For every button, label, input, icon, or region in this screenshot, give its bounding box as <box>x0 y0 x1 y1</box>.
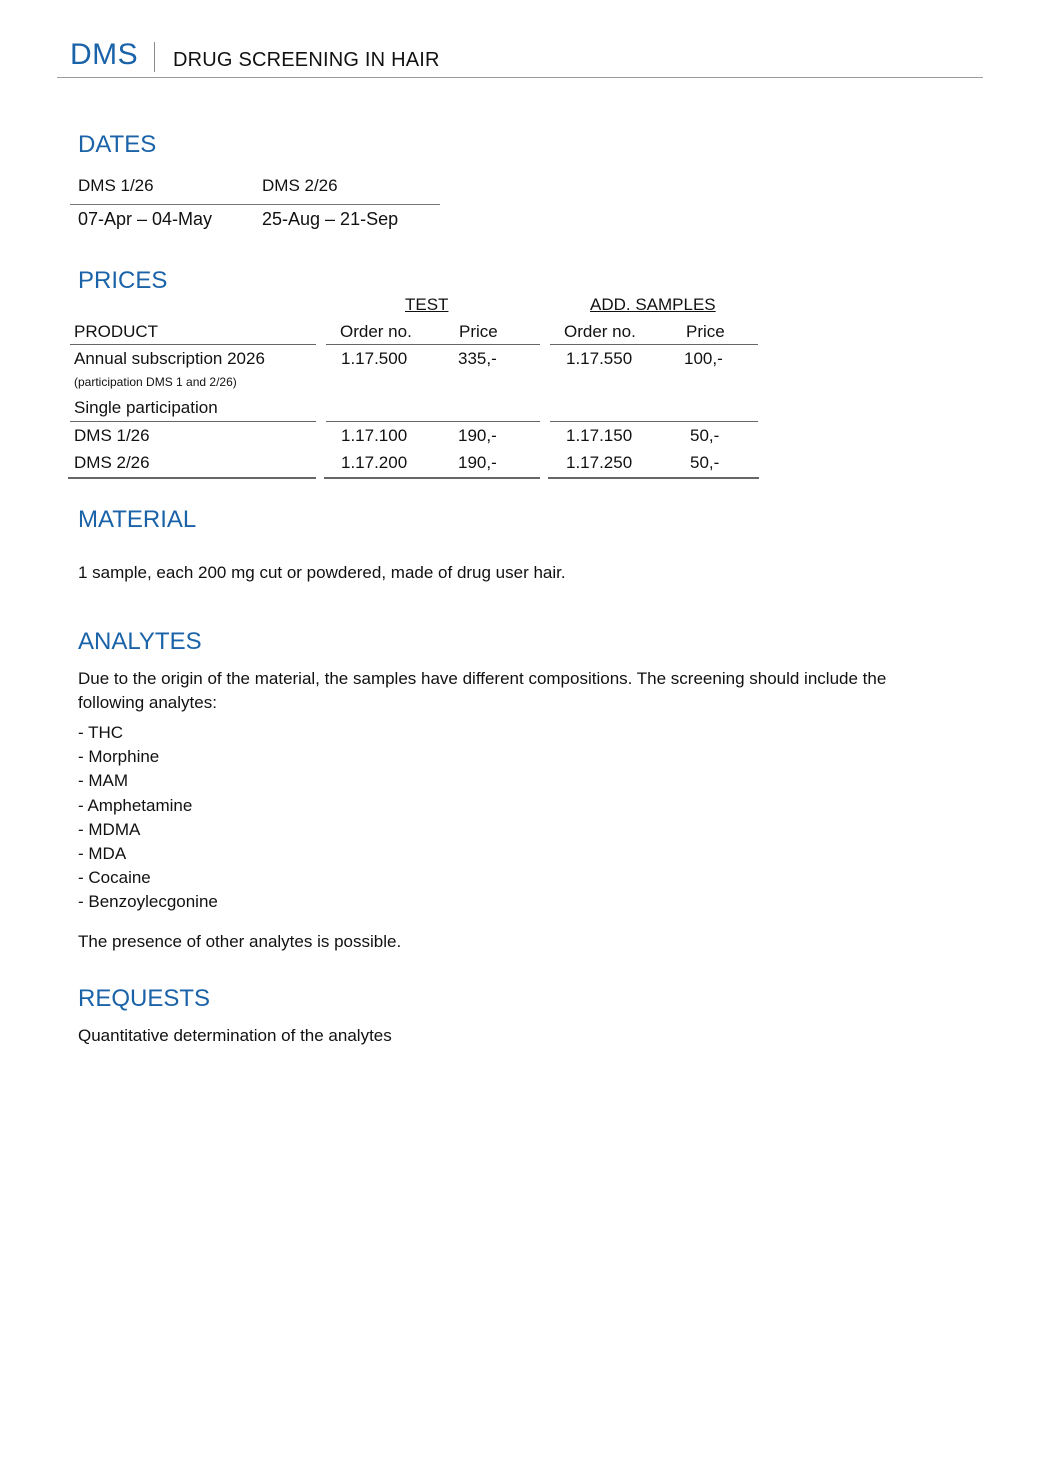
material-heading: MATERIAL <box>78 506 197 533</box>
price-row-dms2-product: DMS 2/26 <box>74 453 150 472</box>
dates-heading: DATES <box>78 131 157 158</box>
price-row-dms2-add-price: 50,- <box>690 453 720 472</box>
prices-mid-rule-add <box>550 421 758 422</box>
price-row-annual-add-order: 1.17.550 <box>566 349 633 368</box>
price-row-dms1-product: DMS 1/26 <box>74 426 150 445</box>
list-item: - MDMA <box>78 819 141 839</box>
page-subtitle: DRUG SCREENING IN HAIR <box>173 49 440 71</box>
prices-header-rule-test <box>326 344 540 345</box>
analytes-intro-line-1: Due to the origin of the material, the samples have different compositions. The screening should include the <box>78 669 887 688</box>
price-row-annual-test-order: 1.17.500 <box>341 349 408 368</box>
prices-col-add-order: Order no. <box>564 322 636 341</box>
prices-bottom-rule-product <box>68 477 316 479</box>
dates-column-2: DMS 2/26 <box>262 176 338 195</box>
list-item: - Cocaine <box>78 868 151 888</box>
prices-group-test: TEST <box>405 295 449 314</box>
requests-heading: REQUESTS <box>78 985 211 1012</box>
prices-col-add-price: Price <box>686 322 725 341</box>
header-divider <box>57 77 983 78</box>
prices-col-product: PRODUCT <box>74 322 159 341</box>
prices-mid-rule-product <box>70 421 316 422</box>
price-row-dms1-test-order: 1.17.100 <box>341 426 408 445</box>
prices-bottom-rule-add <box>548 477 759 479</box>
dates-header-rule <box>70 204 440 205</box>
material-text: 1 sample, each 200 mg cut or powdered, made of drug user hair. <box>78 563 566 582</box>
header-separator <box>154 42 155 72</box>
list-item: - MDA <box>78 843 127 863</box>
analytes-list <box>78 721 218 915</box>
analytes-intro-line-2: following analytes: <box>78 693 217 712</box>
price-row-annual-product: Annual subscription 2026 <box>74 349 265 368</box>
dates-column-1: DMS 1/26 <box>78 176 154 195</box>
price-row-dms2-test-order: 1.17.200 <box>341 453 408 472</box>
price-row-annual-note: (participation DMS 1 and 2/26) <box>74 375 237 389</box>
prices-header-rule-product <box>70 344 316 345</box>
requests-text: Quantitative determination of the analytes <box>78 1026 392 1045</box>
list-item: - Amphetamine <box>78 795 193 815</box>
price-row-dms1-test-price: 190,- <box>458 426 497 445</box>
list-item: - THC <box>78 723 124 742</box>
dates-value-1: 07-Apr – 04-May <box>78 209 213 229</box>
price-row-dms1-add-price: 50,- <box>690 426 720 445</box>
analytes-footer: The presence of other analytes is possible. <box>78 932 402 951</box>
prices-bottom-rule-test <box>324 477 540 479</box>
price-row-single-product: Single participation <box>74 398 218 417</box>
price-row-dms2-test-price: 190,- <box>458 453 497 472</box>
price-row-dms2-add-order: 1.17.250 <box>566 453 633 472</box>
list-item: - MAM <box>78 771 129 791</box>
price-row-dms1-add-order: 1.17.150 <box>566 426 633 445</box>
dates-value-2: 25-Aug – 21-Sep <box>262 209 399 229</box>
price-row-annual-test-price: 335,- <box>458 349 497 368</box>
prices-col-test-order: Order no. <box>340 322 412 341</box>
prices-mid-rule-test <box>326 421 540 422</box>
price-row-annual-add-price: 100,- <box>684 349 723 368</box>
prices-header-rule-add <box>550 344 758 345</box>
prices-col-test-price: Price <box>459 322 498 341</box>
prices-heading: PRICES <box>78 267 168 294</box>
prices-group-add-samples: ADD. SAMPLES <box>590 295 716 314</box>
list-item: - Morphine <box>78 747 160 767</box>
analytes-heading: ANALYTES <box>78 628 202 655</box>
list-item: - Benzoylecgonine <box>78 892 218 912</box>
brand-title: DMS <box>70 38 139 71</box>
